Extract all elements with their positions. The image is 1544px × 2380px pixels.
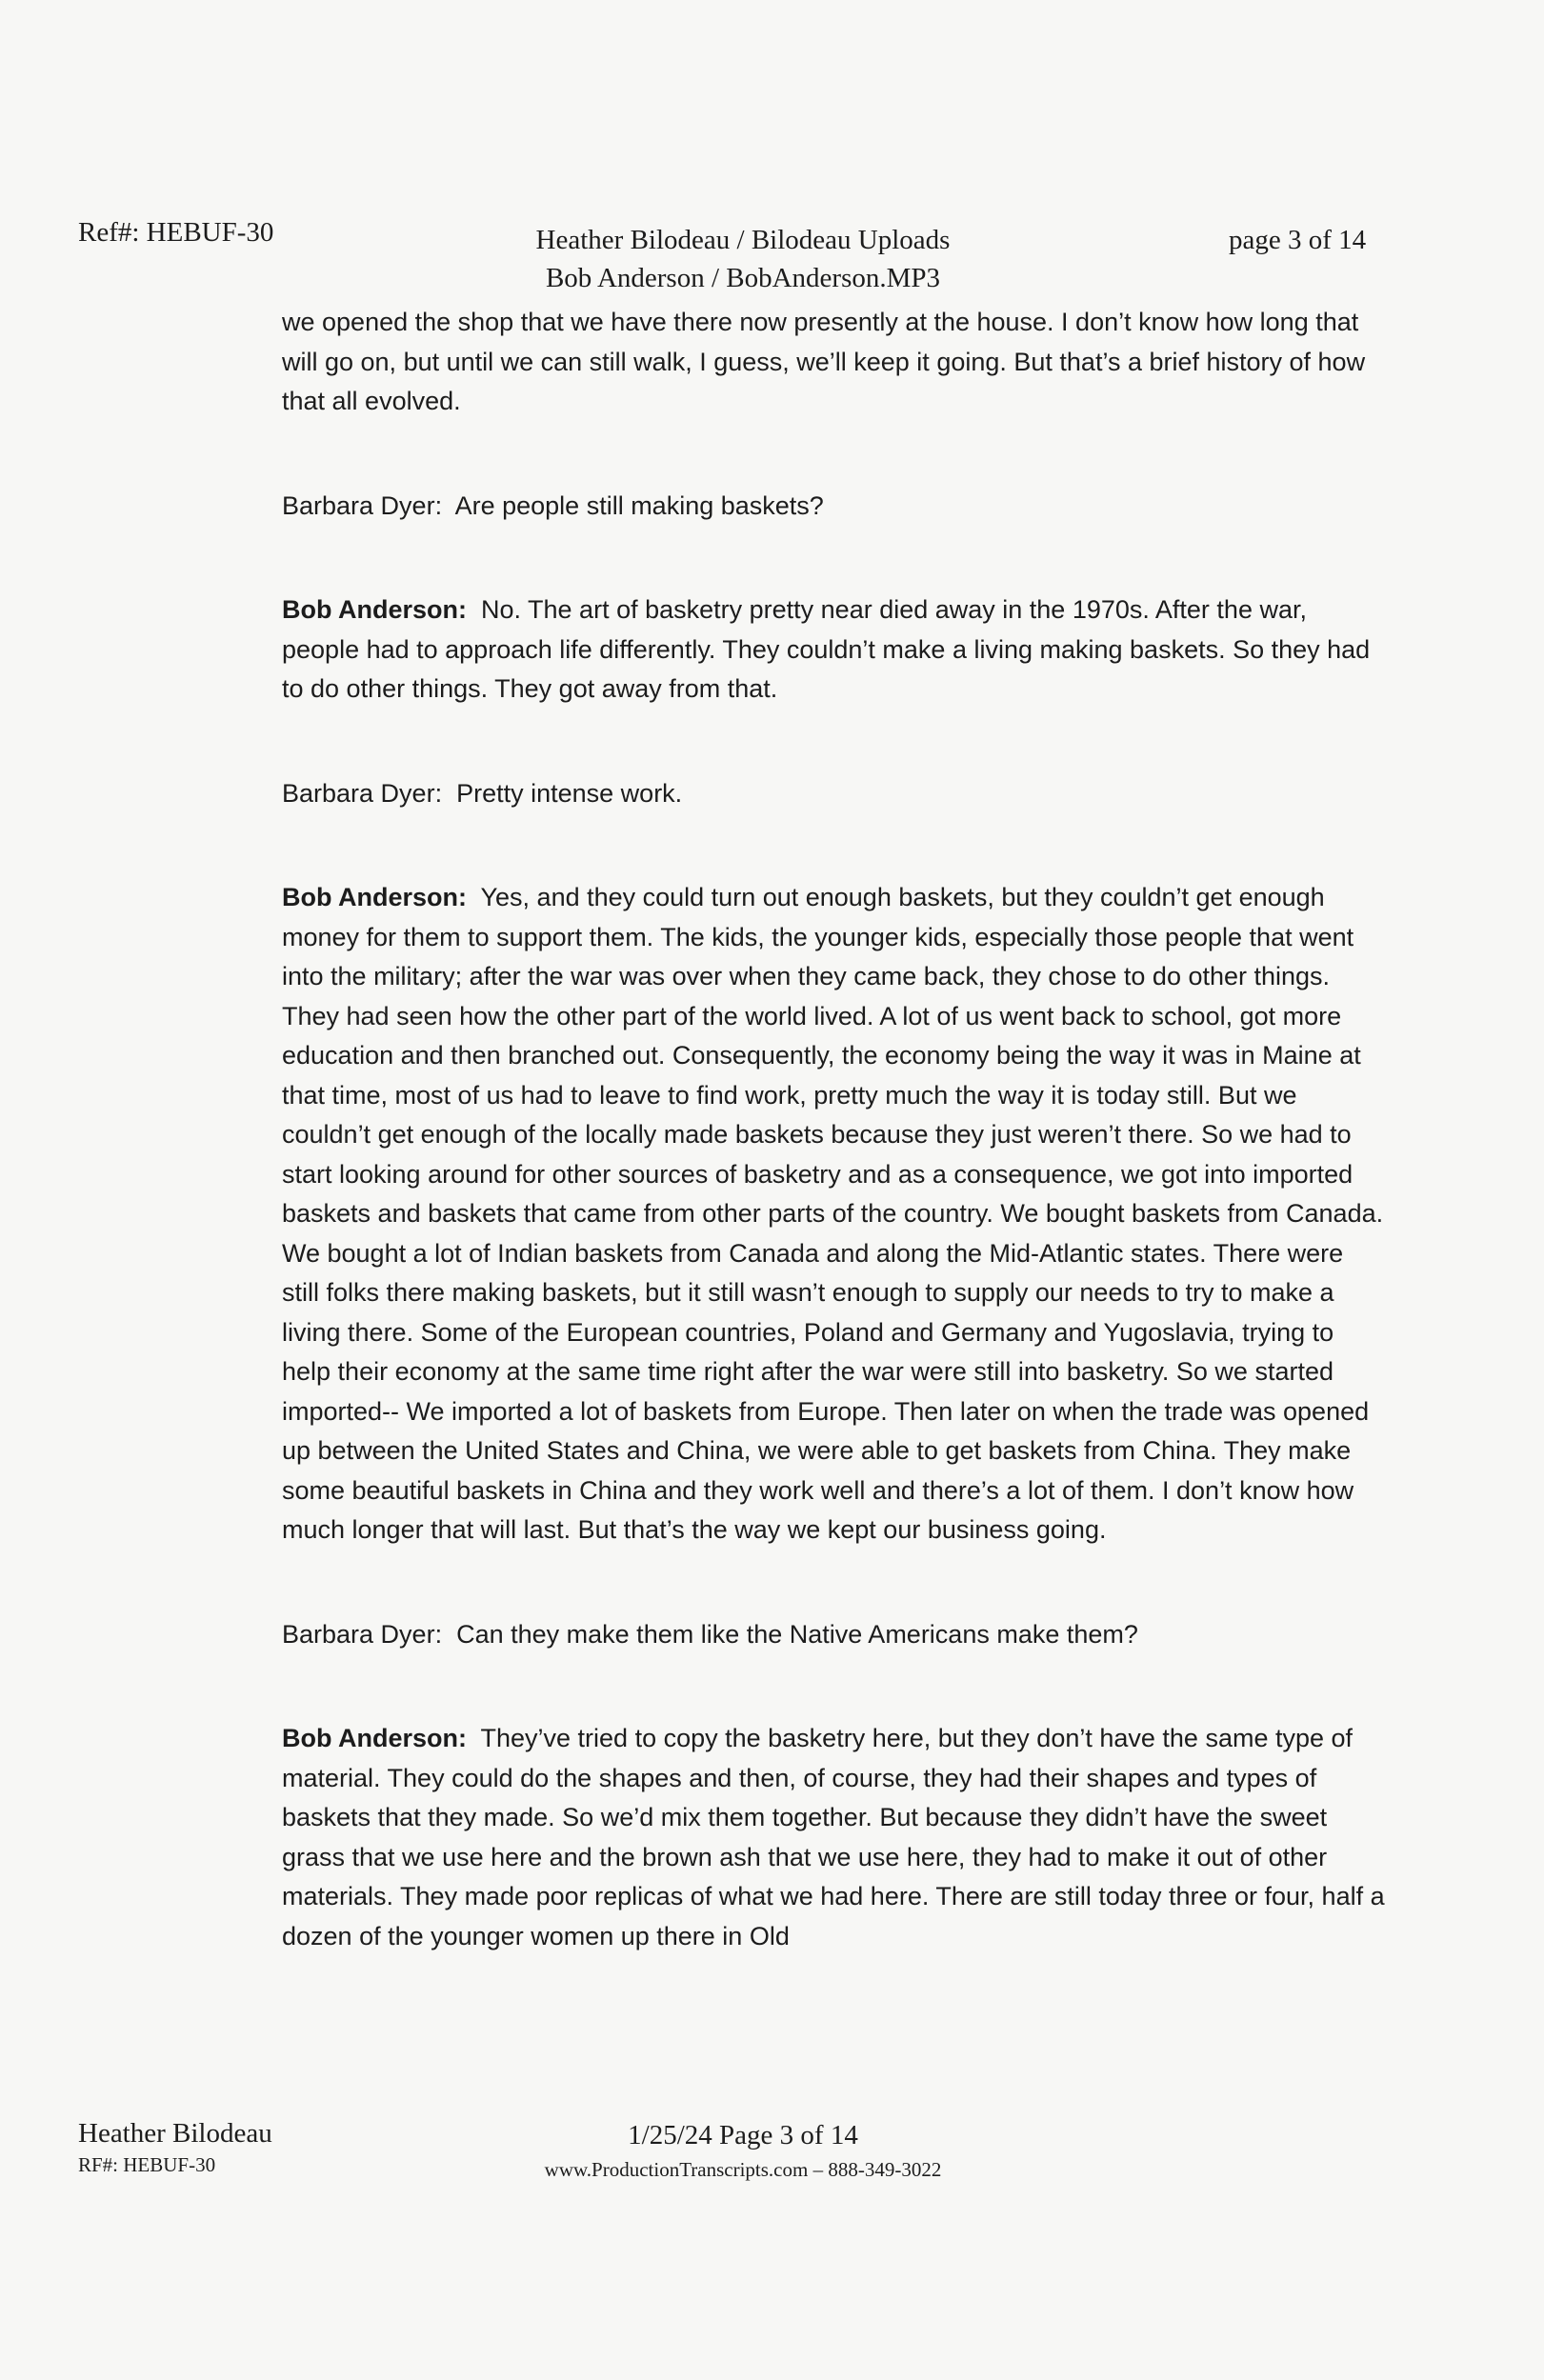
speaker-label: Barbara Dyer: [282,778,443,808]
paragraph-text: we opened the shop that we have there now presently at the house. I don’t know how long that will go on, but until we can still walk, I guess, we’ll keep it going. But that’s a brief history of how that all evolved. [282,308,1366,415]
transcript-paragraph [282,878,1387,1550]
transcript-paragraph [282,303,1387,422]
paragraph-text: Can they make them like the Native Americans make them? [456,1619,1138,1649]
speaker-label: Bob Anderson: [282,1724,467,1752]
transcript-paragraph [282,590,1387,710]
paragraph-text: No. The art of basketry pretty near died away in the 1970s. After the war, people had to approach life differently. They couldn’t make a living making baskets. So they had to do other things. They got away from that. [282,595,1371,703]
footer-center [0,2118,1486,2187]
transcript-paragraph [282,1719,1387,1956]
footer-website: www.ProductionTranscripts.com – 888-349-3022 [544,2158,942,2181]
speaker-label: Barbara Dyer: [282,1619,443,1649]
footer-name: Heather Bilodeau [78,2118,272,2149]
footer-ref: RF#: HEBUF-30 [78,2153,216,2176]
transcript-paragraph [282,487,1387,527]
header-ref: Ref#: HEBUF-30 [78,217,274,248]
footer-page-number: 1/25/24 Page 3 of 14 [628,2120,858,2150]
paragraph-text: Are people still making baskets? [454,490,824,520]
paragraph-text: They’ve tried to copy the basketry here, but they don’t have the same type of material. They could do the shapes and then, of course, they had their shapes and types of baskets that they made. So we’d mix them together. But because they didn’t have the sweet grass that we use here and the brown ash that we use here, they had to make it out of other materials. They made poor replicas of what we had here. There are still today three or four, half a dozen of the younger women up there in Old [282,1724,1385,1950]
speaker-label: Barbara Dyer: [282,490,443,520]
paragraph-text: Pretty intense work. [456,778,683,808]
speaker-label: Bob Anderson: [282,595,467,624]
header-title-line2: Bob Anderson / BobAnderson.MP3 [545,263,941,293]
header-page-number: page 3 of 14 [1229,225,1367,255]
transcript-paragraph [282,774,1387,814]
header-title-line1: Heather Bilodeau / Bilodeau Uploads [535,225,951,255]
transcript-paragraph [282,1615,1387,1655]
paragraph-text: Yes, and they could turn out enough baskets, but they couldn’t get enough money for them to support them. The kids, the younger kids, especially those people that went into the military; after the war was over when they came back, they chose to do other things. They had seen how the other part of the world lived. A lot of us went back to school, got more education and then branched out. Consequently, the economy being the way it was in Maine at that time, most of us had to leave to find work, pretty much the way it is today still. But we couldn’t get enough of the locally made baskets because they just weren’t there. So we had to start looking around for other sources of basketry and as a consequence, we got into imported baskets and baskets that came from other parts of the country. We bought baskets from Canada. We bought a lot of Indian baskets from Canada and along the Mid-Atlantic states. There were still folks there making baskets, but it still wasn’t enough to supply our needs to try to make a living there. Some of the European countries, Poland and Germany and Yugoslavia, trying to help their economy at the same time right after the war were still into basketry. So we started imported-- We imported a lot of baskets from Europe. Then later on when the trade was opened up between the United States and China, we were able to get baskets from China. They make some beautiful baskets in China and they work well and there’s a lot of them. I don’t know how much longer that will last. But that’s the way we kept our business going. [282,883,1384,1544]
speaker-label: Bob Anderson: [282,883,467,911]
transcript-body [282,303,1387,2017]
